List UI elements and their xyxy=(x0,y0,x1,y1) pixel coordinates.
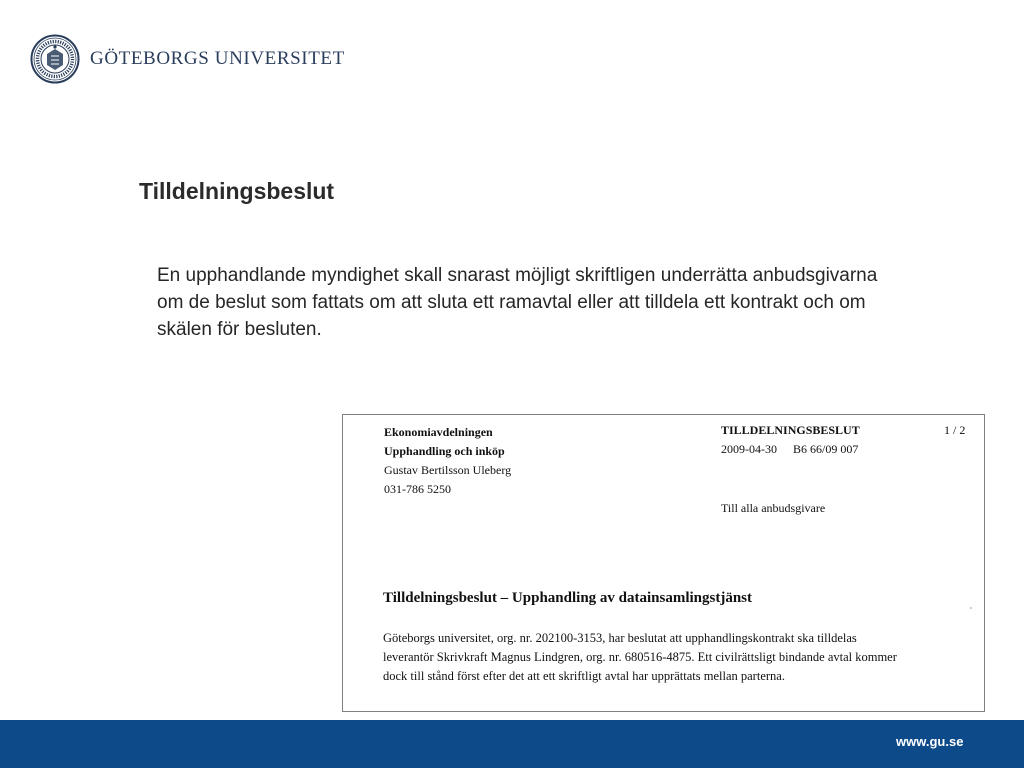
document-phone: 031-786 5250 xyxy=(384,482,451,496)
decision-document-image xyxy=(342,414,985,712)
document-page-number: 1 / 2 xyxy=(944,423,966,437)
document-date: 2009-04-30 xyxy=(721,442,777,456)
document-unit: Upphandling och inköp xyxy=(384,444,505,458)
slide-title: Tilldelningsbeslut xyxy=(139,178,335,204)
slide-body-text: En upphandlande myndighet skall snarast möjligt skriftligen underrätta anbudsgivarna om de beslut som fattats om att sluta ett ramavtal eller att tilldela ett kontrakt och om skälen för besluten. xyxy=(157,265,878,340)
footer-bar xyxy=(0,720,1024,768)
footer-website-link[interactable]: www.gu.se xyxy=(896,734,964,749)
university-name: GÖTEBORGS UNIVERSITET xyxy=(90,48,345,69)
document-meta xyxy=(721,442,858,457)
document-paragraph: Göteborgs universitet, org. nr. 202100-3153, har beslutat att upphandlingskontrakt ska tilldelas leverantör Skrivkraft Magnus Lindgren, org. nr. 680516-4875. Ett civilrättsligt bindande avtal kommer dock till stånd först efter det att ett skriftligt avtal har upprättats mellan parterna. xyxy=(383,631,897,683)
university-header xyxy=(30,33,345,85)
document-heading: Tilldelningsbeslut – Upphandling av datainsamlingstjänst xyxy=(383,590,753,606)
document-type: TILLDELNINGSBESLUT xyxy=(721,423,860,437)
document-sender-block xyxy=(384,423,511,499)
document-speck xyxy=(970,607,972,609)
university-seal-icon xyxy=(30,34,80,84)
document-contact-name: Gustav Bertilsson Uleberg xyxy=(384,463,512,477)
document-reference: B6 66/09 007 xyxy=(793,442,859,456)
document-department: Ekonomiavdelningen xyxy=(384,425,493,439)
document-recipient: Till alla anbudsgivare xyxy=(721,501,826,515)
